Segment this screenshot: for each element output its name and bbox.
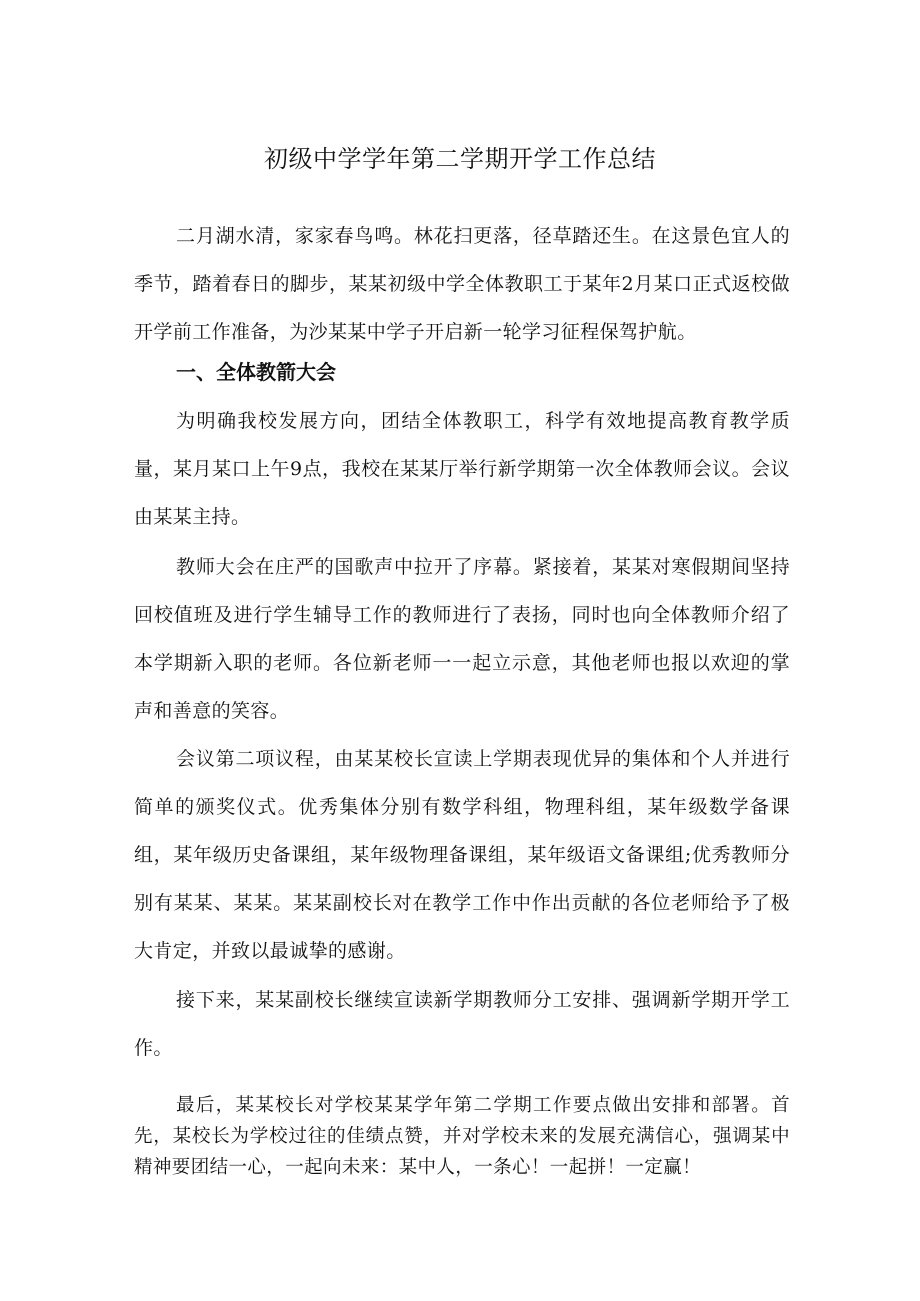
paragraph-2: 教师大会在庄严的国歌声中拉开了序幕。紧接着，某某对寒假期间坚持回校值班及进行学生辅导工作的教师进行了表扬，同时也向全体教师介绍了本学期新入职的老师。各位新老师一一起立示意，其他老师也报以欢迎的掌声和善意的笑容。 (134, 556, 790, 722)
paragraph-1: 为明确我校发展方向，团结全体教职工，科学有效地提高教育教学质量，某月某口上午9点，我校在某某厅举行新学期第一次全体教师会议。会议由某某主持。 (134, 410, 790, 528)
paragraph-4: 接下来，某某副校长继续宣读新学期教师分工安排、强调新学期开学工作。 (134, 989, 790, 1059)
intro-paragraph: 二月湖水清，家家春鸟鸣。林花扫更落，径草踏还生。在这景色宜人的季节，踏着春日的脚步，某某初级中学全体教职工于某年2月某口正式返校做开学前工作准备，为沙某某中学子开启新一轮学习征程保驾护航。 (134, 225, 790, 343)
paragraph-3: 会议第二项议程，由某某校长宣读上学期表现优异的集体和个人并进行简单的颁奖仪式。优秀集体分别有数学科组，物理科组，某年级数学备课组，某年级历史备课组，某年级物理备课组，某年级语文备课组;优秀教师分别有某某、某某。某某副校长对在教学工作中作出贡献的各位老师给予了极大肯定，并致以最诚挚的感谢。 (134, 748, 790, 962)
section-heading: 一、全体教箭大会 (176, 360, 336, 384)
page-title: 初级中学学年第二学期开学工作总结 (264, 145, 656, 173)
paragraph-5: 最后，某某校长对学校某某学年第二学期工作要点做出安排和部署。首先，某校长为学校过往的佳绩点赞，并对学校未来的发展充满信心，强调某中精神要团结一心，一起向未来：某中人，一条心！一起拼！一定赢！ (134, 1095, 790, 1178)
